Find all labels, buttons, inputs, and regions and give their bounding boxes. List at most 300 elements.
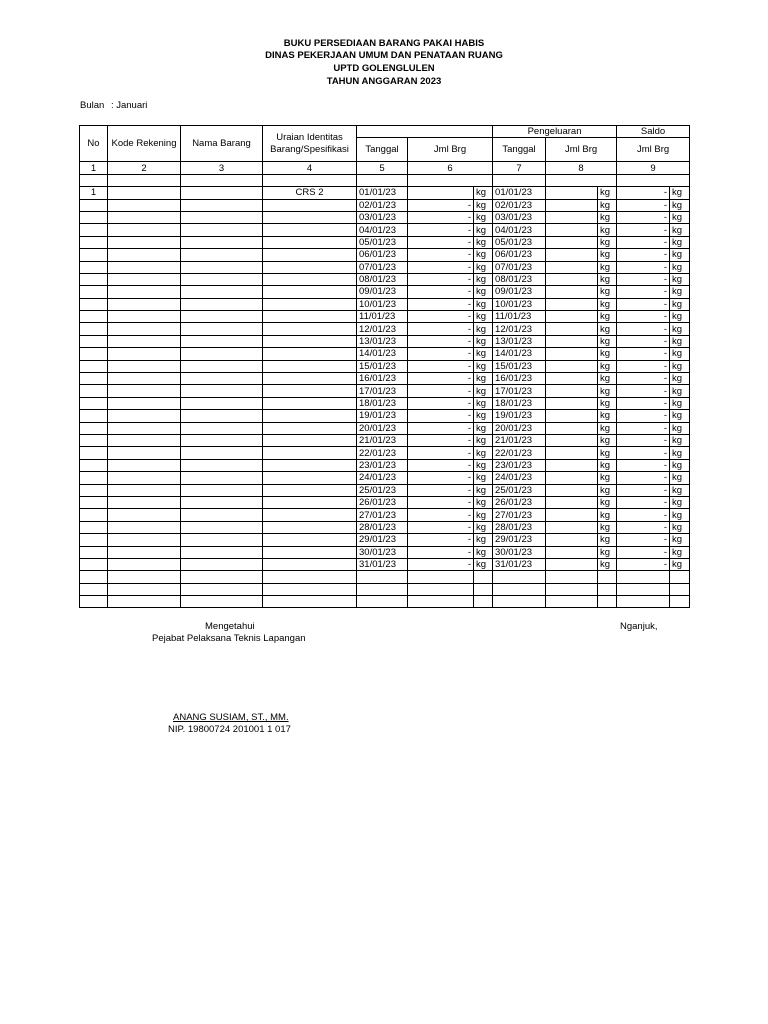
cell-nama [181,422,263,434]
table-row [80,261,690,273]
cell-jml-in: - [408,385,474,397]
cell-tanggal-in: 12/01/23 [357,323,408,335]
table-row [80,422,690,434]
cell-no [80,323,108,335]
cell-jml-out [546,298,598,310]
blank-cell [493,596,546,608]
blank-cell [80,571,108,583]
cell-jml-in: - [408,546,474,558]
table-row [80,187,690,199]
cell-tanggal-out: 17/01/23 [493,385,546,397]
col-jml-saldo-header: Jml Brg [617,138,690,162]
cell-jml-out [546,558,598,570]
cell-tanggal-in: 03/01/23 [357,211,408,223]
cell-unit-in: kg [474,447,493,459]
blank-cell [80,596,108,608]
cell-jml-saldo: - [617,422,670,434]
cell-no [80,261,108,273]
cell-nama [181,534,263,546]
cell-no [80,286,108,298]
table-row [80,211,690,223]
cell-tanggal-in: 30/01/23 [357,546,408,558]
cell-no [80,360,108,372]
cell-jml-out [546,447,598,459]
cell-kode [108,199,181,211]
cell-no [80,385,108,397]
cell-unit-in: kg [474,422,493,434]
cell-unit-saldo: kg [670,484,690,496]
blank-cell [617,583,670,595]
cell-unit-in: kg [474,335,493,347]
cell-nama [181,360,263,372]
cell-no [80,447,108,459]
table-row [80,298,690,310]
col-tanggal-in-header: Tanggal [357,138,408,162]
cell-unit-in: kg [474,224,493,236]
cell-jml-in: - [408,273,474,285]
cell-kode [108,422,181,434]
col-number: 3 [181,162,263,174]
cell-nama [181,249,263,261]
cell-jml-saldo: - [617,236,670,248]
blank-cell [546,596,598,608]
table-row [80,521,690,533]
table-row [80,447,690,459]
cell-tanggal-out: 03/01/23 [493,211,546,223]
cell-jml-out [546,211,598,223]
cell-jml-saldo: - [617,447,670,459]
cell-unit-saldo: kg [670,521,690,533]
cell-unit-in: kg [474,199,493,211]
cell-no [80,373,108,385]
signatory-nip: NIP. 19800724 201001 1 017 [168,724,291,735]
table-row [80,199,690,211]
cell-jml-out [546,459,598,471]
cell-kode [108,273,181,285]
cell-tanggal-in: 27/01/23 [357,509,408,521]
cell-jml-in: - [408,249,474,261]
cell-nama [181,385,263,397]
blank-cell [181,583,263,595]
cell-jml-saldo: - [617,249,670,261]
col-nama-header: Nama Barang [181,126,263,162]
cell-unit-in: kg [474,459,493,471]
cell-jml-in: - [408,397,474,409]
cell-jml-in: - [408,521,474,533]
cell-no [80,348,108,360]
cell-no: 1 [80,187,108,199]
cell-kode [108,311,181,323]
cell-unit-out: kg [598,335,617,347]
cell-unit-saldo: kg [670,459,690,471]
blank-cell [546,571,598,583]
cell-unit-in: kg [474,187,493,199]
table-row [80,509,690,521]
cell-unit-saldo: kg [670,335,690,347]
cell-nama [181,311,263,323]
cell-tanggal-out: 16/01/23 [493,373,546,385]
cell-tanggal-in: 28/01/23 [357,521,408,533]
cell-unit-saldo: kg [670,447,690,459]
cell-kode [108,397,181,409]
cell-tanggal-in: 19/01/23 [357,410,408,422]
cell-uraian [263,410,357,422]
cell-uraian [263,211,357,223]
cell-uraian [263,422,357,434]
cell-jml-out [546,286,598,298]
blank-cell [357,583,408,595]
sign-left-line-2: Pejabat Pelaksana Teknis Lapangan [152,633,306,644]
cell-jml-in: - [408,311,474,323]
cell-unit-in: kg [474,373,493,385]
table-row [80,434,690,446]
blank-row [80,596,690,608]
cell-uraian [263,261,357,273]
cell-unit-saldo: kg [670,496,690,508]
cell-tanggal-out: 05/01/23 [493,236,546,248]
cell-tanggal-out: 09/01/23 [493,286,546,298]
cell-jml-saldo: - [617,434,670,446]
cell-jml-in: - [408,472,474,484]
cell-jml-out [546,335,598,347]
cell-tanggal-out: 06/01/23 [493,249,546,261]
cell-unit-saldo: kg [670,558,690,570]
cell-unit-saldo: kg [670,298,690,310]
cell-uraian [263,447,357,459]
cell-unit-out: kg [598,236,617,248]
blank-cell [263,571,357,583]
cell-unit-saldo: kg [670,534,690,546]
cell-tanggal-in: 01/01/23 [357,187,408,199]
table-row [80,558,690,570]
cell-kode [108,236,181,248]
blank-cell [408,571,474,583]
cell-unit-in: kg [474,211,493,223]
cell-nama [181,348,263,360]
cell-unit-saldo: kg [670,311,690,323]
cell-nama [181,447,263,459]
table-row [80,397,690,409]
cell-jml-in: - [408,236,474,248]
cell-unit-in: kg [474,298,493,310]
cell-uraian [263,360,357,372]
cell-unit-out: kg [598,273,617,285]
cell-jml-saldo: - [617,298,670,310]
cell-jml-in: - [408,422,474,434]
cell-nama [181,298,263,310]
table-row [80,484,690,496]
blank-cell [670,571,690,583]
cell-tanggal-out: 29/01/23 [493,534,546,546]
cell-jml-in: - [408,484,474,496]
cell-unit-out: kg [598,211,617,223]
cell-uraian [263,224,357,236]
table-row [80,472,690,484]
cell-tanggal-in: 05/01/23 [357,236,408,248]
cell-tanggal-out: 24/01/23 [493,472,546,484]
table-row [80,236,690,248]
cell-unit-in: kg [474,496,493,508]
blank-row [80,583,690,595]
cell-unit-out: kg [598,348,617,360]
title-line-3: UPTD GOLENGLULEN [333,63,435,74]
blank-cell [408,596,474,608]
cell-no [80,397,108,409]
cell-jml-saldo: - [617,558,670,570]
cell-unit-in: kg [474,484,493,496]
cell-uraian [263,558,357,570]
cell-nama [181,286,263,298]
cell-unit-out: kg [598,422,617,434]
cell-unit-saldo: kg [670,273,690,285]
table-row [80,286,690,298]
cell-uraian [263,509,357,521]
cell-nama [181,211,263,223]
cell-nama [181,484,263,496]
cell-tanggal-in: 09/01/23 [357,286,408,298]
col-number: 6 [408,162,493,174]
cell-nama [181,496,263,508]
col-jml-out-header: Jml Brg [546,138,617,162]
cell-unit-out: kg [598,546,617,558]
table-row [80,496,690,508]
cell-unit-saldo: kg [670,323,690,335]
cell-unit-saldo: kg [670,410,690,422]
cell-nama [181,323,263,335]
cell-unit-out: kg [598,286,617,298]
cell-tanggal-out: 27/01/23 [493,509,546,521]
cell-jml-saldo: - [617,373,670,385]
cell-uraian [263,311,357,323]
cell-kode [108,373,181,385]
table-row [80,323,690,335]
blank-cell [598,571,617,583]
cell-uraian [263,373,357,385]
cell-unit-in: kg [474,521,493,533]
cell-tanggal-in: 16/01/23 [357,373,408,385]
cell-unit-saldo: kg [670,546,690,558]
cell-jml-in: - [408,410,474,422]
table-row [80,249,690,261]
blank-cell [357,596,408,608]
cell-jml-out [546,534,598,546]
cell-jml-out [546,236,598,248]
cell-jml-out [546,360,598,372]
cell-jml-saldo: - [617,211,670,223]
table-row [80,385,690,397]
cell-tanggal-out: 14/01/23 [493,348,546,360]
cell-unit-in: kg [474,261,493,273]
cell-tanggal-out: 26/01/23 [493,496,546,508]
cell-kode [108,261,181,273]
cell-tanggal-in: 11/01/23 [357,311,408,323]
cell-jml-in: - [408,360,474,372]
cell-no [80,335,108,347]
cell-kode [108,509,181,521]
cell-uraian [263,236,357,248]
table-row [80,534,690,546]
cell-tanggal-out: 13/01/23 [493,335,546,347]
cell-nama [181,224,263,236]
cell-tanggal-in: 02/01/23 [357,199,408,211]
cell-kode [108,286,181,298]
blank-cell [108,583,181,595]
cell-unit-in: kg [474,534,493,546]
cell-jml-out [546,521,598,533]
cell-unit-saldo: kg [670,187,690,199]
cell-unit-out: kg [598,558,617,570]
bulan-colon: : [110,100,114,111]
col-number: 9 [617,162,690,174]
cell-tanggal-out: 22/01/23 [493,447,546,459]
cell-jml-out [546,422,598,434]
header-row-1 [80,126,690,138]
cell-no [80,434,108,446]
cell-unit-out: kg [598,447,617,459]
cell-kode [108,410,181,422]
cell-tanggal-out: 31/01/23 [493,558,546,570]
blank-cell [598,583,617,595]
cell-kode [108,385,181,397]
col-number: 5 [357,162,408,174]
col-number: 8 [546,162,617,174]
col-number: 2 [108,162,181,174]
cell-kode [108,360,181,372]
cell-unit-out: kg [598,534,617,546]
cell-unit-out: kg [598,410,617,422]
cell-unit-in: kg [474,323,493,335]
cell-jml-out [546,410,598,422]
cell-no [80,249,108,261]
cell-tanggal-in: 13/01/23 [357,335,408,347]
table-row [80,360,690,372]
cell-uraian [263,496,357,508]
cell-tanggal-in: 21/01/23 [357,434,408,446]
col-no-header: No [80,126,108,162]
cell-jml-in: - [408,558,474,570]
cell-kode [108,224,181,236]
cell-jml-in: - [408,224,474,236]
cell-nama [181,472,263,484]
blank-cell [263,596,357,608]
cell-no [80,484,108,496]
group-pengeluaran-header: Pengeluaran [493,126,617,138]
cell-tanggal-in: 23/01/23 [357,459,408,471]
cell-unit-out: kg [598,199,617,211]
cell-jml-out [546,385,598,397]
cell-jml-saldo: - [617,273,670,285]
cell-kode [108,472,181,484]
cell-tanggal-in: 20/01/23 [357,422,408,434]
signatory-name: ANANG SUSIAM, ST., MM. [173,712,289,723]
cell-unit-out: kg [598,261,617,273]
cell-unit-saldo: kg [670,199,690,211]
cell-tanggal-out: 23/01/23 [493,459,546,471]
cell-jml-out [546,199,598,211]
cell-jml-in: - [408,534,474,546]
cell-unit-out: kg [598,323,617,335]
cell-jml-out [546,323,598,335]
cell-jml-saldo: - [617,397,670,409]
cell-unit-in: kg [474,472,493,484]
cell-uraian [263,484,357,496]
cell-nama [181,521,263,533]
cell-unit-in: kg [474,348,493,360]
cell-unit-saldo: kg [670,422,690,434]
cell-no [80,298,108,310]
cell-no [80,311,108,323]
cell-uraian [263,521,357,533]
cell-nama [181,459,263,471]
cell-uraian [263,434,357,446]
cell-jml-out [546,472,598,484]
cell-jml-in: - [408,447,474,459]
blank-cell [80,583,108,595]
cell-unit-out: kg [598,360,617,372]
table-row [80,335,690,347]
cell-unit-out: kg [598,434,617,446]
cell-jml-out [546,348,598,360]
blank-cell [474,571,493,583]
blank-cell [263,583,357,595]
cell-nama [181,236,263,248]
cell-uraian [263,534,357,546]
blank-cell [617,596,670,608]
blank-cell [670,596,690,608]
cell-kode [108,249,181,261]
cell-nama [181,187,263,199]
cell-tanggal-out: 19/01/23 [493,410,546,422]
cell-no [80,199,108,211]
cell-uraian [263,459,357,471]
table-row [80,373,690,385]
cell-no [80,273,108,285]
cell-jml-out [546,311,598,323]
blank-cell [617,571,670,583]
cell-tanggal-in: 18/01/23 [357,397,408,409]
cell-unit-in: kg [474,249,493,261]
cell-jml-out [546,261,598,273]
cell-unit-saldo: kg [670,211,690,223]
cell-unit-saldo: kg [670,286,690,298]
cell-uraian [263,397,357,409]
cell-jml-saldo: - [617,323,670,335]
cell-no [80,509,108,521]
cell-unit-saldo: kg [670,236,690,248]
blank-cell [181,596,263,608]
cell-unit-saldo: kg [670,397,690,409]
cell-tanggal-out: 15/01/23 [493,360,546,372]
cell-kode [108,558,181,570]
bulan-row [80,100,147,111]
cell-unit-saldo: kg [670,472,690,484]
blank-cell [357,571,408,583]
sign-left-line-1: Mengetahui [205,621,255,632]
cell-nama [181,410,263,422]
cell-no [80,521,108,533]
cell-no [80,422,108,434]
cell-jml-in: - [408,199,474,211]
cell-unit-in: kg [474,558,493,570]
cell-unit-in: kg [474,397,493,409]
cell-tanggal-out: 28/01/23 [493,521,546,533]
cell-jml-saldo: - [617,509,670,521]
cell-uraian [263,298,357,310]
cell-jml-in: - [408,496,474,508]
cell-jml-out [546,373,598,385]
cell-nama [181,509,263,521]
cell-no [80,224,108,236]
